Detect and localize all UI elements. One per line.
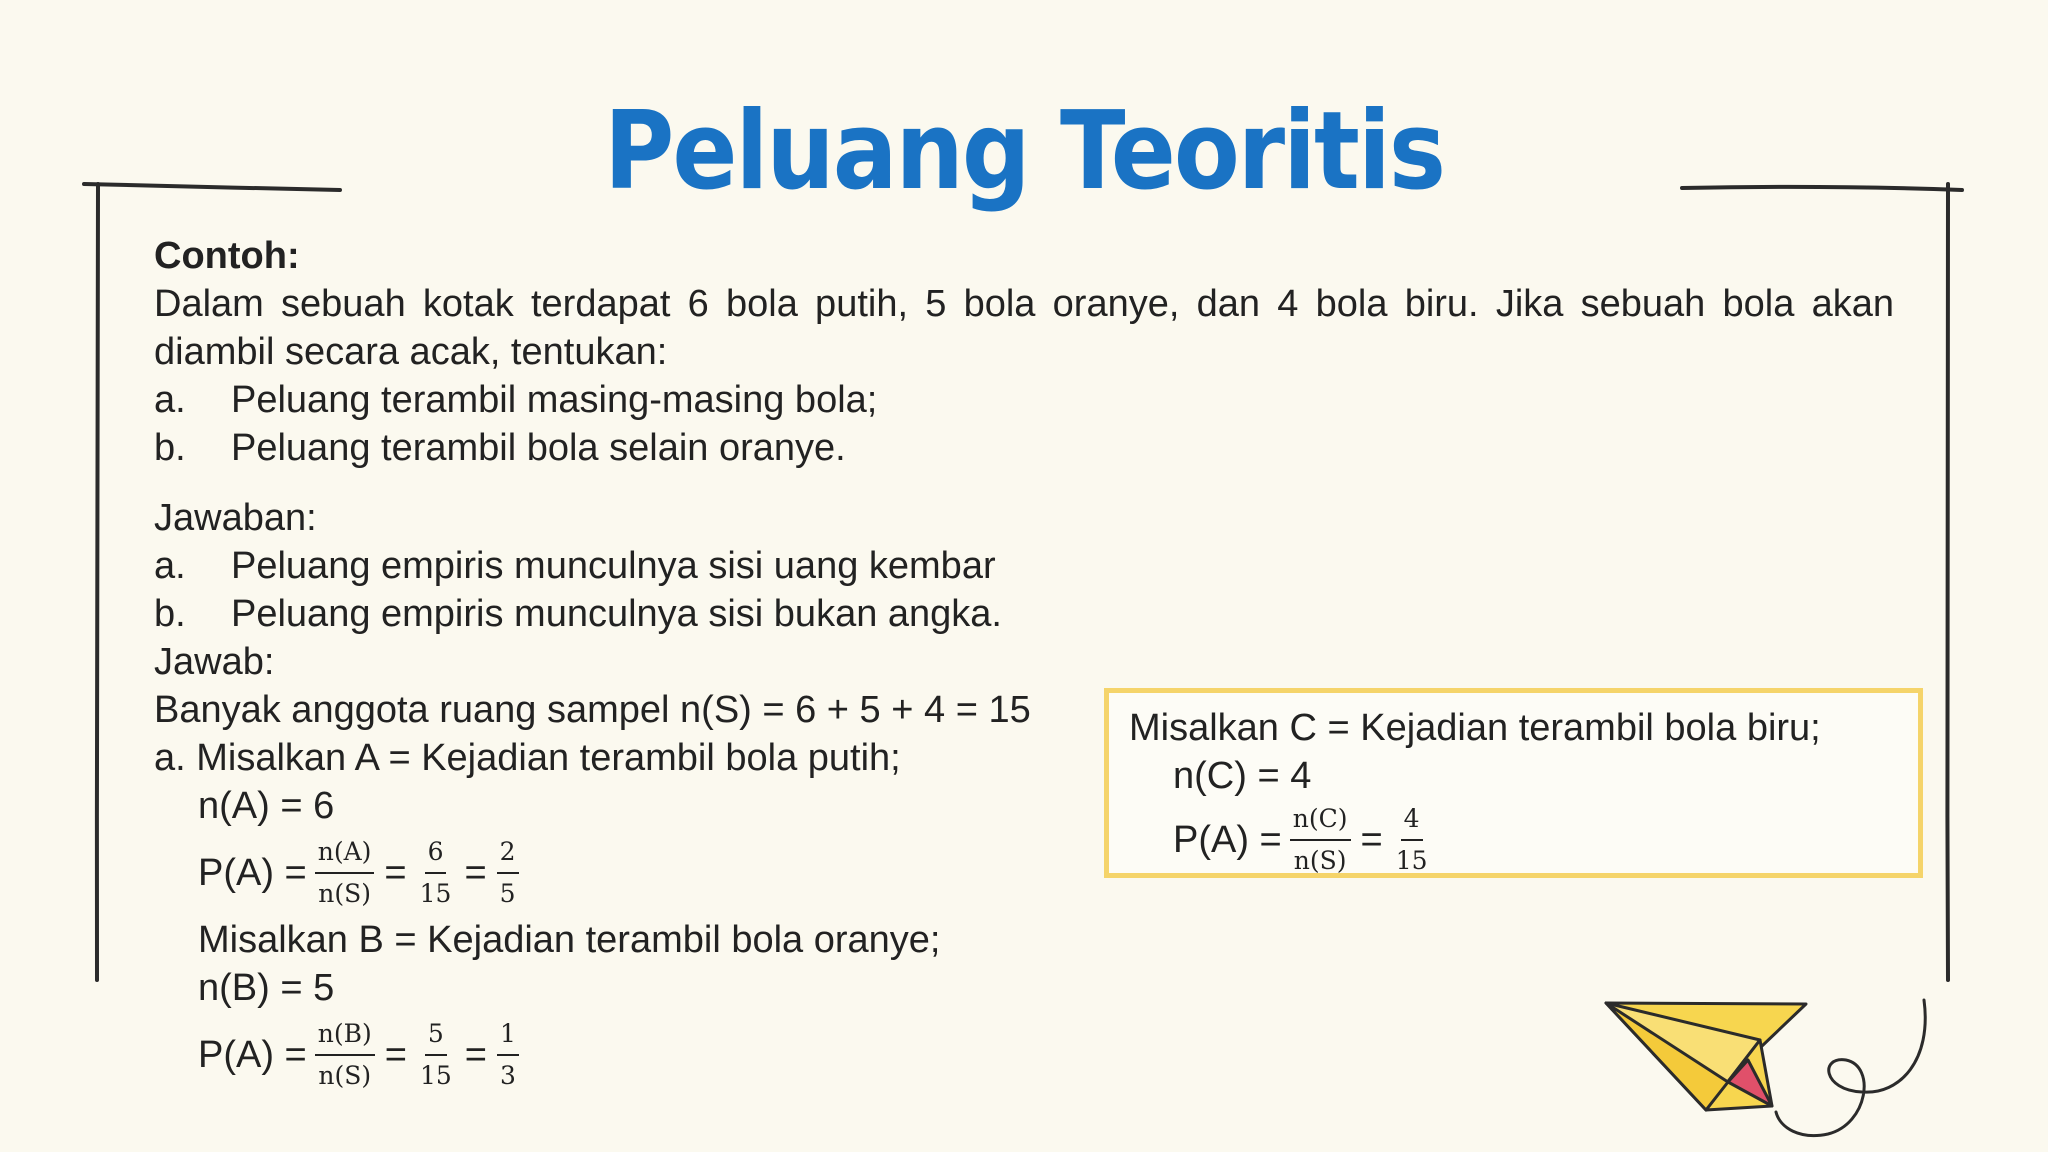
misal-c-line: Misalkan C = Kejadian terambil bola biru; [1129, 707, 1821, 749]
question-marker: a. [154, 379, 186, 421]
question-text: Peluang terambil masing-masing bola; [231, 379, 878, 421]
fraction-numerator: 6 [425, 836, 447, 874]
answer-text: Peluang empiris munculnya sisi bukan angka. [231, 593, 1002, 635]
jawab-label: Jawab: [154, 641, 275, 683]
n-c-line: n(C) = 4 [1173, 755, 1312, 797]
question-marker: b. [154, 427, 186, 469]
example-intro: Dalam sebuah kotak terdapat 6 bola putih, 5 bola oranye, dan 4 bola biru. Jika sebuah bola akan diambil secara acak, tentukan: [154, 283, 1894, 373]
fraction-denominator: 3 [499, 1061, 516, 1090]
equals-sign: = [384, 852, 407, 894]
formula-lhs: P(A) = [198, 1034, 307, 1076]
fraction-numerator: 4 [1401, 803, 1423, 841]
formula-lhs: P(A) = [198, 852, 307, 894]
fraction-denominator: n(S) [1293, 846, 1347, 875]
fraction-denominator: n(S) [318, 1061, 372, 1090]
n-b-line: n(B) = 5 [198, 967, 335, 1009]
equals-sign: = [1360, 819, 1383, 861]
answer-text: Peluang empiris munculnya sisi uang kembar [231, 545, 996, 587]
answer-heading: Jawaban: [154, 497, 317, 539]
n-a-line: n(A) = 6 [198, 785, 335, 827]
fraction-numerator: n(C) [1290, 803, 1351, 841]
fraction-denominator: 15 [419, 1061, 452, 1090]
page-title: Peluang Teoritis [604, 88, 1444, 214]
fraction-denominator: 15 [419, 879, 452, 908]
equals-sign: = [464, 852, 487, 894]
fraction-denominator: n(S) [318, 879, 371, 908]
fraction-numerator: n(A) [315, 836, 375, 874]
answer-marker: a. [154, 545, 186, 587]
sample-space-line: Banyak anggota ruang sampel n(S) = 6 + 5 + 4 = 15 [154, 689, 1031, 731]
answer-marker: b. [154, 593, 186, 635]
example-heading: Contoh: [154, 235, 300, 277]
part-a-line: a. Misalkan A = Kejadian terambil bola putih; [154, 737, 901, 779]
fraction-denominator: 15 [1395, 846, 1428, 875]
fraction-numerator: n(B) [315, 1018, 375, 1056]
fraction-numerator: 5 [425, 1018, 447, 1056]
equals-sign: = [384, 1034, 407, 1076]
fraction-numerator: 1 [497, 1018, 519, 1056]
fraction-denominator: 5 [499, 879, 516, 908]
misal-b-line: Misalkan B = Kejadian terambil bola oranye; [198, 919, 941, 961]
formula-lhs: P(A) = [1173, 819, 1282, 861]
question-text: Peluang terambil bola selain oranye. [231, 427, 846, 469]
equals-sign: = [464, 1034, 487, 1076]
fraction-numerator: 2 [497, 836, 519, 874]
